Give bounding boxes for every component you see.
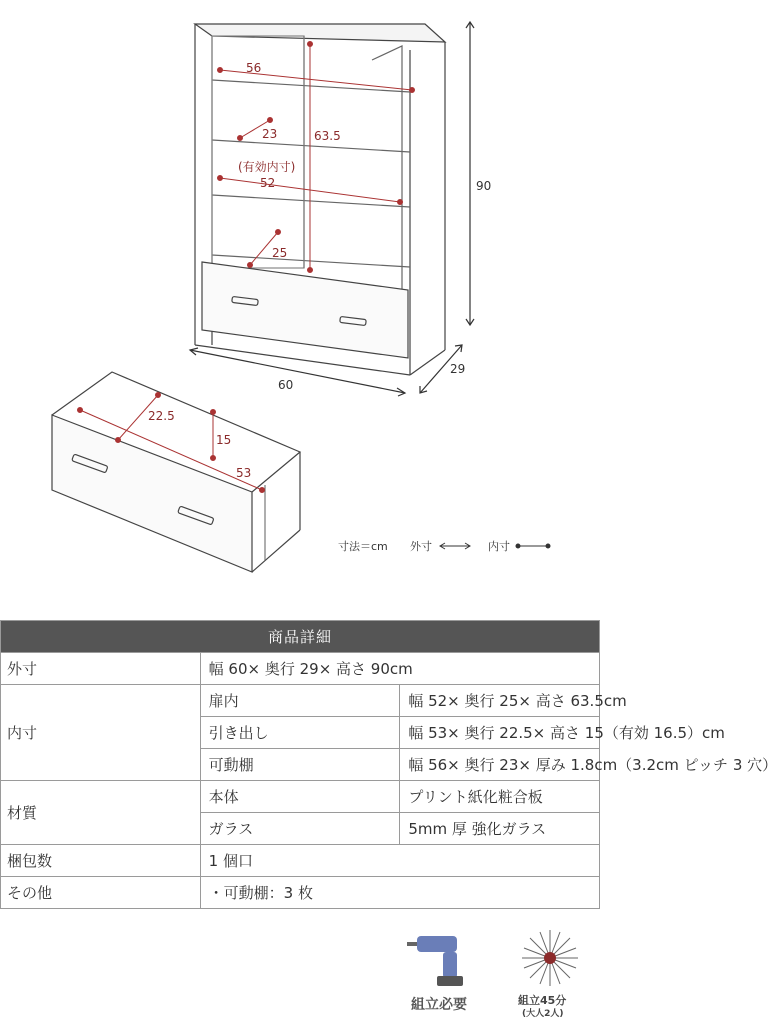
drawer-height-label: 15 — [216, 433, 232, 447]
cabinet-drawer-front — [202, 262, 408, 358]
outer-value: 幅 60× 奥行 29× 高さ 90cm — [200, 653, 599, 685]
inner-sub-drawer: 引き出し — [200, 717, 400, 749]
other-value: ・可動棚：3 枚 — [200, 877, 599, 909]
table-row — [1, 845, 600, 877]
power-drill-icon — [405, 928, 485, 990]
material-label: 材質 — [1, 781, 201, 845]
table-row — [1, 653, 600, 685]
product-dimension-diagram — [0, 0, 600, 600]
product-details-table — [0, 620, 777, 909]
legend-outer: 外寸 — [410, 540, 432, 553]
cabinet-top — [195, 24, 445, 42]
shelf-depth-label: 23 — [262, 127, 278, 141]
inner-value-drawer: 幅 53× 奥行 22.5× 高さ 15（有効 16.5）cm — [400, 717, 600, 749]
inner-sub-shelf: 可動棚 — [200, 749, 400, 781]
material-sub-glass: ガラス — [200, 813, 400, 845]
starburst-clock-icon — [520, 928, 580, 988]
assembly-time-label: 組立45分 — [518, 994, 567, 1007]
legend-unit: 寸法＝cm — [338, 540, 388, 553]
inner-label: 内寸 — [1, 685, 201, 781]
drawer-width-label: 53 — [236, 466, 252, 480]
table-row — [1, 781, 600, 813]
effective-note-label: (有効内寸) — [238, 160, 296, 174]
assembly-required-badge — [405, 928, 495, 1018]
outer-label: 外寸 — [1, 653, 201, 685]
table-title: 商品詳細 — [1, 621, 600, 653]
shelf-width-label: 56 — [246, 61, 262, 75]
table-row — [1, 877, 600, 909]
assembly-people-note: (大人2人) — [522, 1009, 564, 1019]
cabinet-depth-label: 29 — [450, 362, 466, 376]
assembly-label: 組立必要 — [411, 997, 467, 1013]
inner-width-label: 52 — [260, 176, 276, 190]
cabinet-height-label: 90 — [476, 179, 492, 193]
assembly-time-badge — [510, 928, 590, 1018]
inner-value-door: 幅 52× 奥行 25× 高さ 63.5cm — [400, 685, 600, 717]
material-value-body: プリント紙化粧合板 — [400, 781, 600, 813]
material-value-glass: 5mm 厚 強化ガラス — [400, 813, 600, 845]
inner-depth-label: 25 — [272, 246, 288, 260]
package-label: 梱包数 — [1, 845, 201, 877]
package-value: 1 個口 — [200, 845, 599, 877]
inner-sub-door: 扉内 — [200, 685, 400, 717]
legend-inner: 内寸 — [488, 540, 510, 553]
inner-value-shelf: 幅 56× 奥行 23× 厚み 1.8cm（3.2cm ピッチ 3 穴） — [400, 749, 600, 781]
table-row — [1, 685, 600, 717]
other-label: その他 — [1, 877, 201, 909]
cabinet-width-label: 60 — [278, 378, 294, 392]
door-height-label: 63.5 — [314, 129, 341, 143]
drawer-depth-label: 22.5 — [148, 409, 175, 423]
material-sub-body: 本体 — [200, 781, 400, 813]
